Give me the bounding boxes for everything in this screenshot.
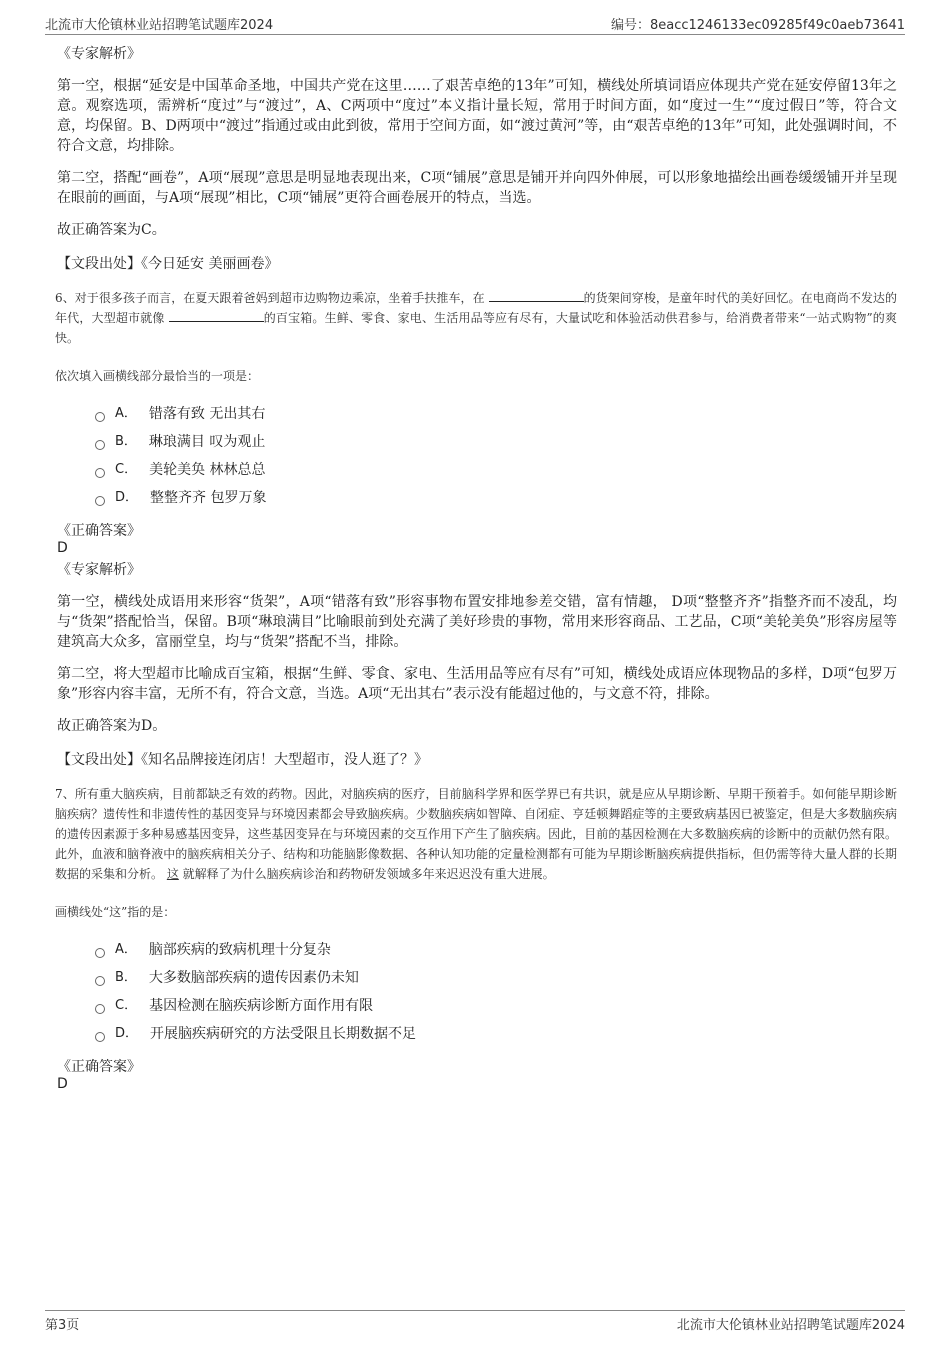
q6-stem-part-c: 的百宝箱。生鲜、零食、家电、生活用品等应有尽有，大量试吃和体验活动供君参与，给消费者带来“一站式购物”的爽快。 [55, 311, 897, 345]
option-letter: C． [115, 998, 138, 1013]
q5-source: 【文段出处】《今日延安 美丽画卷》 [57, 256, 279, 272]
option-text: 错落有致 无出其右 [148, 406, 266, 422]
q7-stem [55, 784, 897, 884]
option-letter: C． [115, 462, 138, 477]
q6-source: 【文段出处】《知名品牌接连闭店！大型超市，没人逛了？》 [57, 752, 428, 768]
q7-options [95, 936, 897, 1048]
option-text: 脑部疾病的致病机理十分复杂 [148, 942, 331, 958]
q7-option-d[interactable] [95, 1020, 897, 1048]
page-header [45, 12, 905, 35]
q7-underlined-word: 这 [166, 867, 179, 881]
q6-answer: D [57, 540, 68, 556]
option-text: 整整齐齐 包罗万象 [150, 490, 267, 506]
option-letter: A． [115, 942, 137, 957]
q6-option-b[interactable] [95, 428, 897, 456]
q7-answer-label: 《正确答案》 [57, 1059, 141, 1075]
q5-analysis-p1: 第一空，根据“延安是中国革命圣地，中国共产党在这里……了艰苦卓绝的13年”可知，横线处所填词语应体现共产党在延安停留13年之意。观察选项，需辨析“度过”与“渡过”，A、C两项中“度过”本义指计量长短，常用于时间方面，如“度过一生”“度过假日”等，符合文意，均保留。B、D两项中“渡过”指通过或由此到彼，常用于空间方面，如“渡过黄河”等，由“艰苦卓绝的13年”可知，此处强调时间，不符合文意，均排除。 [57, 78, 897, 154]
option-text: 琳琅满目 叹为观止 [148, 434, 266, 450]
q6-blank-2 [169, 309, 264, 322]
q6-conclusion: 故正确答案为D。 [57, 718, 167, 734]
q5-conclusion: 故正确答案为C。 [57, 222, 166, 238]
header-title: 北流市大伦镇林业站招聘笔试题库2024 [45, 18, 274, 33]
q6-stem-part-b: 的货架间穿梭，是童年时代的美好回忆。在电商尚不发达的年代，大型超市就像 [55, 291, 897, 325]
footer-title: 北流市大伦镇林业站招聘笔试题库2024 [676, 1318, 905, 1333]
q6-analysis-label: 《专家解析》 [57, 562, 141, 578]
option-letter: D． [115, 490, 139, 505]
radio-icon[interactable] [95, 468, 105, 478]
q6-stem [55, 288, 897, 348]
q6-option-a[interactable] [95, 400, 897, 428]
q7-stem-part-a: 7、所有重大脑疾病，目前都缺乏有效的药物。因此，对脑疾病的医疗，目前脑科学界和医学界已有共识，就是应从早期诊断、早期干预着手。如何能早期诊断脑疾病？遗传性和非遗传性的基因变异与环境因素都会导致脑疾病。少数脑疾病如智障、自闭症、亨廷顿舞蹈症等的主要致病基因已被鉴定，但是大多数脑疾病的遗传因素源于多种易感基因变异，这些基因变异在与环境因素的交互作用下产生了脑疾病。因此，目前的基因检测在大多数脑疾病的诊断中的贡献仍然有限。此外，血液和脑脊液中的脑疾病相关分子、结构和功能脑影像数据、各种认知功能的定量检测都有可能为早期诊断脑疾病提供指标，但仍需等待大量人群的长期数据的采集和分析。 [55, 787, 897, 881]
q7-option-a[interactable] [95, 936, 897, 964]
radio-icon[interactable] [95, 440, 105, 450]
option-letter: B． [115, 434, 137, 449]
q5-analysis-label: 《专家解析》 [57, 46, 141, 62]
footer-page-number: 第3页 [45, 1318, 80, 1333]
header-code: 编号：8eacc1246133ec09285f49c0aeb73641 [610, 18, 905, 33]
q5-analysis-p2: 第二空，搭配“画卷”，A项“展现”意思是明显地表现出来，C项“铺展”意思是铺开并向四外伸展，可以形象地描绘出画卷缓缓铺开并呈现在眼前的画面，与A项“展现”相比，C项“铺展”更符合画卷展开的特点，当选。 [57, 170, 897, 206]
q6-analysis-p2: 第二空，将大型超市比喻成百宝箱，根据“生鲜、零食、家电、生活用品等应有尽有”可知，横线处成语应体现物品的多样，D项“包罗万象”形容内容丰富，无所不有，符合文意，当选。A项“无出其右”表示没有能超过他的，与文意不符，排除。 [57, 666, 897, 702]
option-text: 基因检测在脑疾病诊断方面作用有限 [149, 998, 374, 1014]
q7-stem-part-b: 就解释了为什么脑疾病诊治和药物研发领域多年来迟迟没有重大进展。 [178, 867, 555, 881]
q7-option-b[interactable] [95, 964, 897, 992]
option-text: 大多数脑部疾病的遗传因素仍未知 [148, 970, 359, 986]
page-footer [45, 1310, 905, 1333]
radio-icon[interactable] [95, 496, 105, 506]
q6-stem-part-a: 6、对于很多孩子而言，在夏天跟着爸妈到超市边购物边乘凉，坐着手扶推车，在 [55, 291, 489, 305]
option-letter: B． [115, 970, 137, 985]
option-letter: D． [115, 1026, 139, 1041]
radio-icon[interactable] [95, 948, 105, 958]
radio-icon[interactable] [95, 976, 105, 986]
q6-option-d[interactable] [95, 484, 897, 512]
radio-icon[interactable] [95, 1032, 105, 1042]
option-text: 开展脑疾病研究的方法受限且长期数据不足 [150, 1026, 417, 1042]
q6-options [95, 400, 897, 512]
option-letter: A． [115, 406, 137, 421]
q6-answer-label: 《正确答案》 [57, 523, 141, 539]
q7-answer: D [57, 1076, 68, 1092]
q6-analysis-p1: 第一空，横线处成语用来形容“货架”，A项“错落有致”形容事物布置安排地参差交错，富有情趣， D项“整整齐齐”指整齐而不凌乱，均与“货架”搭配恰当，保留。B项“琳琅满目”比喻眼前到处充满了美好珍贵的事物，常用来形容商品、工艺品，C项“美轮美奂”形容房屋等建筑高大众多，富丽堂皇，均与“货架”搭配不当，排除。 [57, 594, 897, 650]
q7-option-c[interactable] [95, 992, 897, 1020]
q7-prompt: 画横线处“这”指的是： [55, 905, 176, 919]
radio-icon[interactable] [95, 1004, 105, 1014]
q6-prompt: 依次填入画横线部分最恰当的一项是： [55, 369, 260, 383]
q6-option-c[interactable] [95, 456, 897, 484]
radio-icon[interactable] [95, 412, 105, 422]
q6-blank-1 [489, 289, 584, 302]
page-content [57, 44, 897, 1092]
option-text: 美轮美奂 林林总总 [149, 462, 266, 478]
